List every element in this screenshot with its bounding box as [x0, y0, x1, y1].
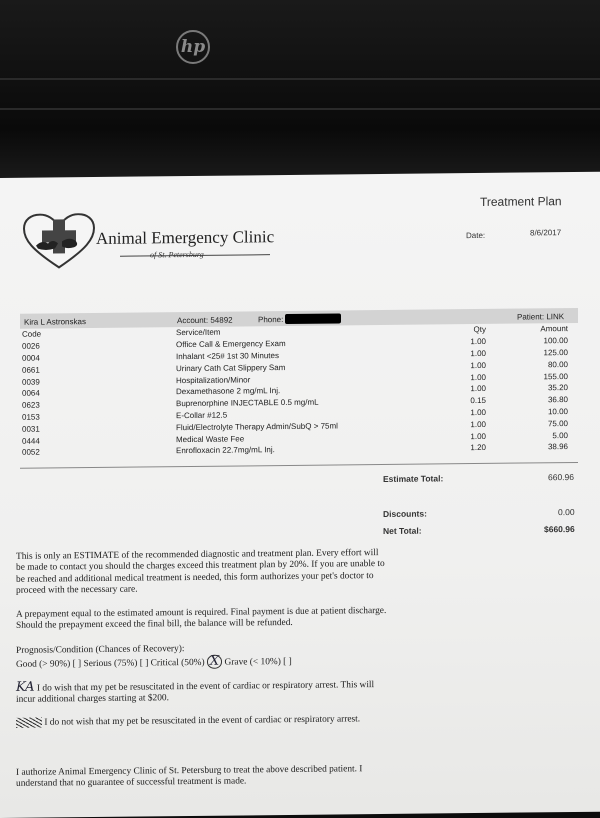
item-service: Hospitalization/Minor: [176, 374, 251, 385]
resuscitate-initials: KA: [16, 679, 35, 695]
redacted-phone: [285, 313, 341, 324]
discounts-value: 0.00: [558, 506, 575, 518]
item-service: E-Collar #12.5: [176, 410, 228, 421]
item-amount: 36.80: [547, 395, 568, 405]
item-service: Dexamethasone 2 mg/mL Inj.: [176, 386, 281, 397]
authorization-text: I authorize Animal Emergency Clinic of St. Petersburg to treat the above described patient. I understand that no guarantee of successful treatment is made.: [16, 764, 363, 790]
estimate-notice: This is only an ESTIMATE of the recommended diagnostic and treatment plan. Every effort will be made to contact you should the charges exceed this treatment plan by 20%. If you are unable to be reached and additional medical treatment is needed, this form authorizes your pet's doctor to proceed with the necessary care.: [16, 548, 385, 597]
item-service: Urinary Cath Cat Slippery Sam: [176, 362, 286, 373]
prognosis-options: Good (> 90%) [ ] Serious (75%) [ ] Critical (50%): [16, 658, 205, 671]
estimate-total-label: Estimate Total:: [383, 473, 444, 484]
clinic-name: Animal Emergency Clinic: [96, 227, 275, 248]
patient-name: Patient: LINK: [517, 312, 565, 322]
item-amount: 125.00: [543, 348, 568, 358]
item-qty: 1.00: [470, 431, 486, 441]
item-code: 0064: [22, 388, 40, 399]
item-amount: 35.20: [547, 383, 568, 393]
item-amount: 5.00: [552, 430, 568, 440]
table-divider: [20, 462, 578, 469]
item-code: 0052: [22, 447, 40, 458]
column-header-code: Code: [22, 329, 42, 340]
prognosis-section: [16, 642, 388, 672]
date-value: 8/6/2017: [530, 228, 562, 238]
discounts-label: Discounts:: [383, 508, 427, 519]
item-amount: 38.96: [547, 442, 568, 452]
item-qty: 1.00: [470, 419, 486, 429]
column-header-service: Service/Item: [176, 328, 221, 338]
item-qty: 0.15: [470, 396, 486, 406]
no-resuscitate-section: [16, 714, 388, 729]
item-code: 0039: [22, 377, 40, 387]
item-service: Fluid/Electrolyte Therapy Admin/SubQ > 75ml: [176, 421, 338, 432]
bezel-edge: [0, 108, 600, 110]
item-code: 0026: [22, 341, 40, 351]
date-label: Date:: [466, 230, 486, 241]
clinic-subtitle: of St. Petersburg: [150, 249, 204, 260]
item-amount: 100.00: [543, 336, 568, 346]
resuscitate-section: [16, 678, 388, 707]
resuscitate-text: I do wish that my pet be resuscitated in the event of cardiac or respiratory arrest. This will incur additional charges starting at $200.: [16, 680, 375, 706]
line-items-table: [22, 323, 576, 459]
item-code: 0623: [22, 400, 40, 410]
item-code: 0031: [22, 424, 40, 434]
column-header-qty: Qty: [473, 325, 486, 335]
hp-logo: hp: [176, 30, 210, 64]
no-resuscitate-text: I do not wish that my pet be resuscitated in the event of cardiac or respiratory arrest.: [44, 714, 361, 728]
prepayment-notice: A prepayment equal to the estimated amount is required. Final payment is due at patient discharge. Should the prepayment exceed the final bill, the balance will be refunded.: [16, 605, 387, 632]
item-code: 0661: [22, 365, 40, 375]
prognosis-grave: Grave (< 10%) [ ]: [224, 657, 292, 669]
item-qty: 1.00: [470, 384, 486, 394]
clinic-heart-logo-icon: [22, 213, 96, 270]
item-amount: 80.00: [547, 359, 568, 370]
document-title: Treatment Plan: [480, 194, 562, 209]
phone-label: Phone:: [258, 315, 284, 325]
column-header-amount: Amount: [540, 324, 568, 334]
estimate-total-value: 660.96: [548, 471, 574, 483]
item-service: Buprenorphine INJECTABLE 0.5 mg/mL: [176, 397, 319, 409]
owner-name: Kira L Astronskas: [24, 317, 86, 327]
item-service: Medical Waste Fee: [176, 434, 245, 444]
item-qty: 1.20: [470, 443, 486, 453]
item-qty: 1.00: [470, 372, 486, 382]
item-qty: 1.00: [470, 348, 486, 359]
item-code: 0004: [22, 353, 40, 363]
item-service: Inhalant <25# 1st 30 Minutes: [176, 351, 279, 362]
item-amount: 75.00: [547, 418, 568, 429]
item-amount: 155.00: [543, 371, 568, 381]
account-number: Account: 54892: [177, 315, 233, 326]
item-qty: 1.00: [470, 407, 486, 418]
item-qty: 1.00: [470, 337, 486, 347]
item-service: Enrofloxacin 22.7mg/mL Inj.: [176, 445, 275, 456]
prognosis-title: Prognosis/Condition (Chances of Recovery):: [16, 644, 185, 656]
laptop-bezel: [0, 0, 600, 185]
prognosis-mark: X: [207, 655, 222, 669]
bezel-edge: [0, 78, 600, 80]
crossed-out-initials: [16, 718, 42, 728]
item-code: 0153: [22, 412, 40, 422]
item-qty: 1.00: [470, 360, 486, 370]
net-total-value: $660.96: [544, 523, 575, 535]
item-service: Office Call & Emergency Exam: [176, 339, 286, 350]
item-amount: 10.00: [547, 407, 568, 417]
net-total-label: Net Total:: [383, 525, 422, 536]
treatment-plan-document: [0, 172, 600, 818]
item-code: 0444: [22, 436, 40, 446]
